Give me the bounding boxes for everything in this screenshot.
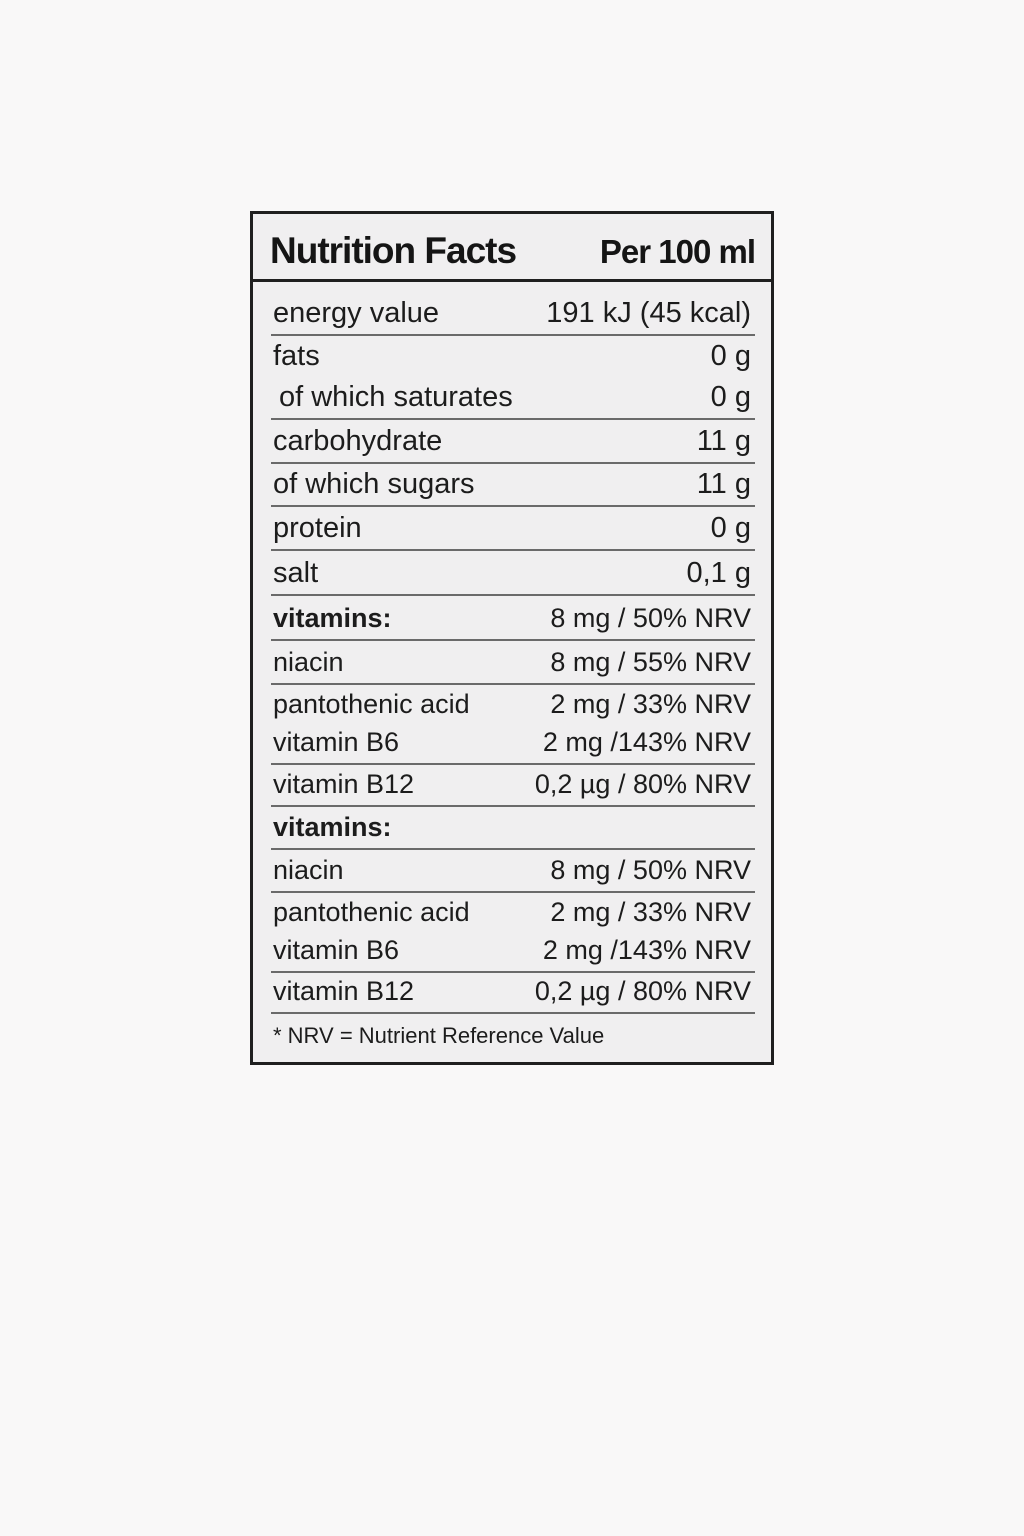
nutrient-name: salt xyxy=(273,557,319,589)
nutrient-row-carbohydrate xyxy=(271,420,755,464)
label-header xyxy=(253,214,771,282)
nutrient-value: 0,2 µg / 80% NRV xyxy=(534,769,751,799)
nutrient-row-salt xyxy=(271,551,755,596)
nutrient-value: 0 g xyxy=(710,381,751,413)
nutrient-value: 191 kJ (45 kcal) xyxy=(546,297,751,329)
nutrient-row-vitamin-b6 xyxy=(271,725,755,765)
nutrient-name: energy value xyxy=(273,297,440,329)
nutrient-value: 2 mg /143% NRV xyxy=(542,935,751,965)
nutrient-row-sugars xyxy=(271,464,755,507)
footnote: * NRV = Nutrient Reference Value xyxy=(273,1023,605,1048)
nutrient-name: protein xyxy=(273,512,362,544)
nutrient-name: carbohydrate xyxy=(273,425,443,457)
nutrient-value: 2 mg / 33% NRV xyxy=(550,689,751,719)
nutrient-row-pantothenic-acid xyxy=(271,893,755,933)
nutrient-value: 0 g xyxy=(710,512,751,544)
label-title: Nutrition Facts xyxy=(270,230,517,271)
nutrition-label xyxy=(250,211,774,1065)
nutrient-name: vitamins: xyxy=(273,603,392,633)
nutrient-value: 8 mg / 50% NRV xyxy=(550,855,751,885)
nutrient-name: vitamin B6 xyxy=(273,935,400,965)
nutrient-row-vitamin-b12 xyxy=(271,973,755,1014)
nutrient-name: niacin xyxy=(273,647,344,677)
nutrient-value: 8 mg / 50% NRV xyxy=(550,603,751,633)
nutrient-name: pantothenic acid xyxy=(273,897,470,927)
nutrient-name: pantothenic acid xyxy=(273,689,470,719)
nutrient-name: of which saturates xyxy=(279,381,513,413)
nutrient-name: vitamin B12 xyxy=(273,976,415,1006)
nutrient-row-niacin xyxy=(271,641,755,685)
vitamins-heading-row xyxy=(271,807,755,850)
nutrient-name: niacin xyxy=(273,855,344,885)
nutrient-name: vitamin B6 xyxy=(273,727,400,757)
nutrient-row-vitamin-b6 xyxy=(271,933,755,973)
nutrient-value: 2 mg /143% NRV xyxy=(542,727,751,757)
nutrient-value: 11 g xyxy=(696,425,751,457)
nutrient-name: vitamins: xyxy=(273,812,392,842)
nutrient-row-vitamin-b12 xyxy=(271,765,755,807)
vitamins-heading-row xyxy=(271,596,755,641)
nutrient-row-fats xyxy=(271,336,755,377)
nutrient-name: fats xyxy=(273,340,320,372)
serving-basis: Per 100 ml xyxy=(599,233,755,270)
nutrient-name: vitamin B12 xyxy=(273,769,415,799)
nutrient-value: 11 g xyxy=(696,468,751,500)
nutrient-row-niacin xyxy=(271,850,755,893)
nutrient-row-protein xyxy=(271,507,755,551)
nutrient-row-pantothenic-acid xyxy=(271,685,755,725)
nutrient-row-saturates xyxy=(271,377,755,420)
nutrient-value: 2 mg / 33% NRV xyxy=(550,897,751,927)
nutrient-value: 0,1 g xyxy=(686,557,751,589)
nutrient-row-energy xyxy=(271,285,755,336)
nutrient-value: 0,2 µg / 80% NRV xyxy=(534,976,751,1006)
nutrient-name: of which sugars xyxy=(273,468,475,500)
nutrient-value: 0 g xyxy=(710,340,751,372)
nutrient-value: 8 mg / 55% NRV xyxy=(550,647,751,677)
